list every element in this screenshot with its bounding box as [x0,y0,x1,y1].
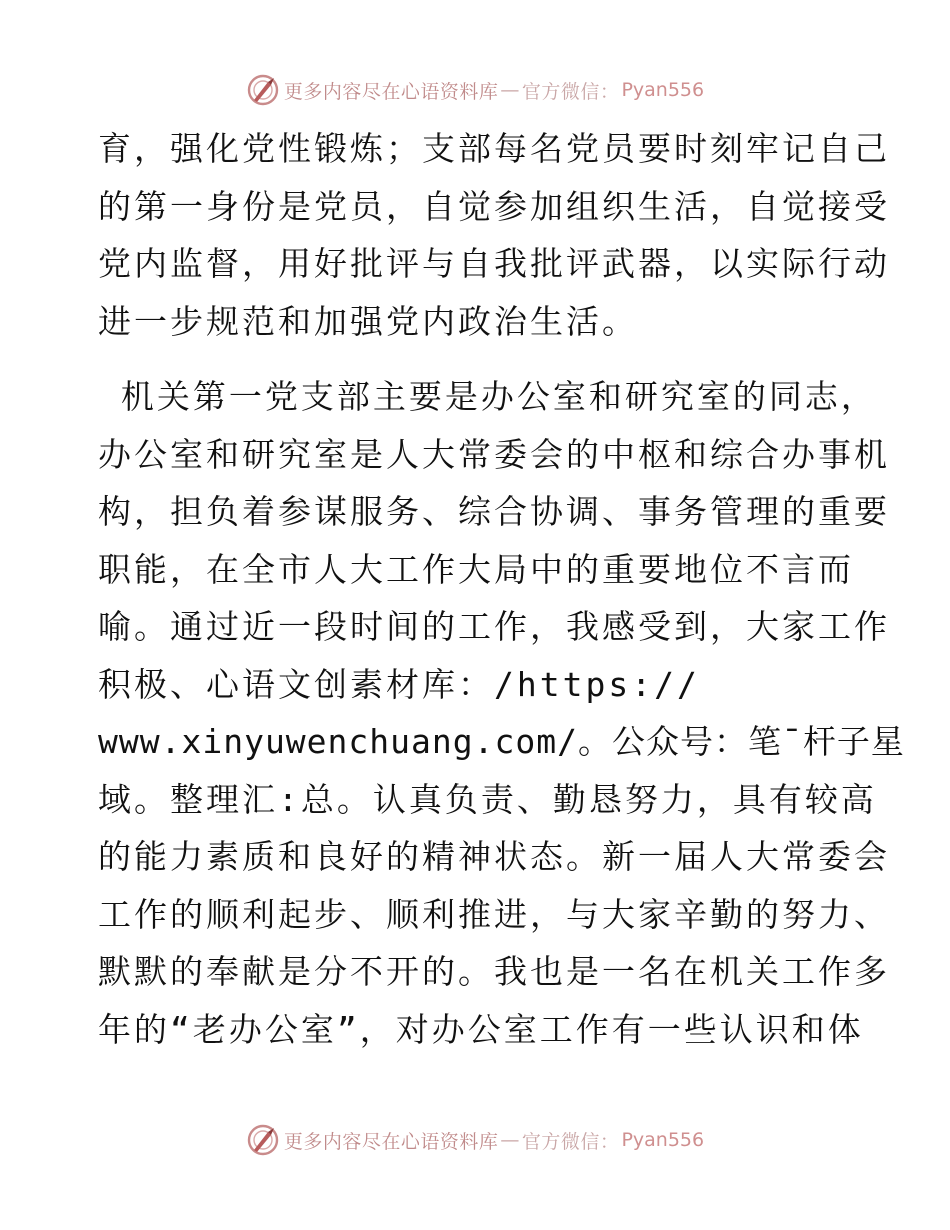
paragraph-2 [98,368,905,1058]
text-line: 机关第一党支部主要是办公室和研究室的同志， [98,377,877,416]
text-line: 域。整理汇:总。认真负责、勤恳努力，具有较高 [98,779,877,819]
watermark-text: 更多内容尽在心语资料库 [283,80,499,103]
watermark-id: Pyan556 [621,1129,705,1151]
watermark-official: 官方微信： [521,80,620,103]
watermark-text: 更多内容尽在心语资料库 [283,1130,499,1153]
text-line: 的能力素质和良好的精神状态。新一届人大常委会 [98,837,890,876]
text-line: 喻。通过近一段时间的工作，我感受到，大家工作 [98,607,890,646]
text-line: 进一步规范和加强党内政治生活。 [98,301,638,341]
text-line: 的第一身份是党员，自觉参加组织生活，自觉接受 [98,186,890,226]
document-body [98,120,905,1058]
text-line: 积极、心语文创素材库：/https:// [98,664,700,704]
footer-watermark [0,1120,950,1160]
text-line: 职能，在全市人大工作大局中的重要地位不言而 [98,549,854,589]
paragraph-1 [98,120,890,350]
header-watermark [0,70,950,110]
watermark-dash: — [500,79,520,101]
text-line: 默默的奉献是分不开的。我也是一名在机关工作多 [98,952,890,991]
watermark-id: Pyan556 [621,79,705,101]
text-line: 党内监督，用好批评与自我批评武器，以实际行动 [98,244,890,283]
text-line: 年的“老办公室”，对办公室工作有一些认识和体 [98,1009,864,1049]
quill-seal-icon [246,1123,280,1157]
text-line: 构，担负着参谋服务、综合协调、事务管理的重要 [98,492,890,531]
text-line: 办公室和研究室是人大常委会的中枢和综合办事机 [98,434,890,474]
text-line: www.xinyuwenchuang.com/。公众号：笔¯杆子星 [98,722,905,761]
paragraph-gap [98,350,858,368]
text-line: 工作的顺利起步、顺利推进，与大家辛勤的努力、 [98,894,890,934]
quill-seal-icon [246,73,280,107]
watermark-official: 官方微信： [521,1130,620,1153]
text-line: 育，强化党性锻炼；支部每名党员要时刻牢记自己 [98,129,890,168]
watermark-dash: — [500,1129,520,1151]
